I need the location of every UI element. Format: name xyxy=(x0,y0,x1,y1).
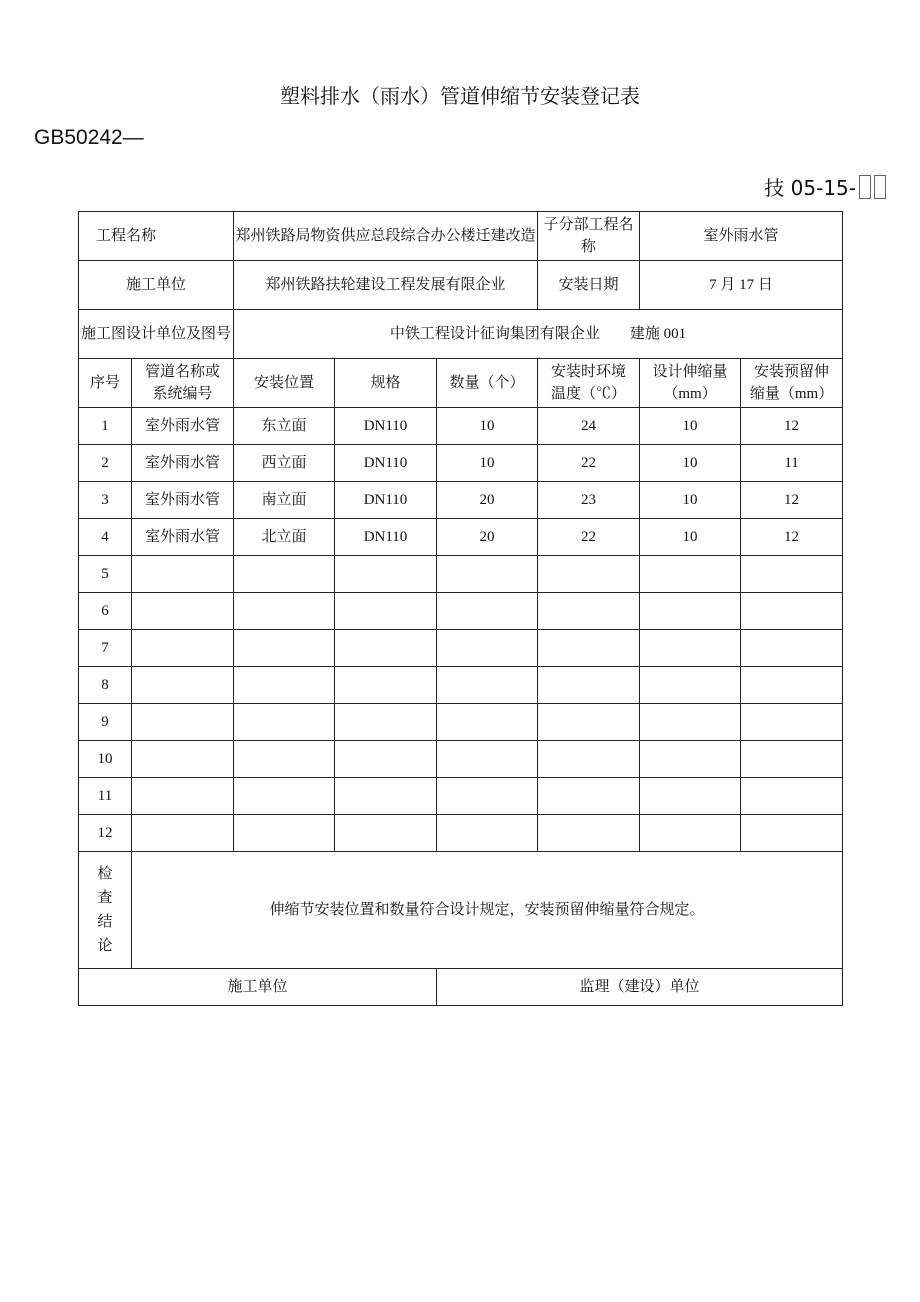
cell-reserved xyxy=(741,704,843,741)
cell-location xyxy=(234,741,335,778)
cell-temp xyxy=(538,704,640,741)
contractor-signature-label: 施工单位 xyxy=(79,969,437,1006)
col-header-spec: 规格 xyxy=(335,359,437,408)
table-row xyxy=(79,556,843,593)
col-header-pipe-name: 管道名称或 系统编号 xyxy=(132,359,234,408)
cell-location xyxy=(234,815,335,852)
col-header-reserved: 安装预留伸 缩量（mm） xyxy=(741,359,843,408)
cell-name xyxy=(132,667,234,704)
cell-reserved: 11 xyxy=(741,445,843,482)
cell-name xyxy=(132,778,234,815)
cell-spec: DN110 xyxy=(335,482,437,519)
cell-no: 9 xyxy=(79,704,132,741)
cell-qty xyxy=(437,593,538,630)
cell-location xyxy=(234,556,335,593)
cell-location xyxy=(234,630,335,667)
cell-design: 10 xyxy=(640,482,741,519)
cell-no: 12 xyxy=(79,815,132,852)
table-row xyxy=(79,815,843,852)
cell-qty xyxy=(437,556,538,593)
cell-design: 10 xyxy=(640,408,741,445)
cell-name xyxy=(132,741,234,778)
table-row xyxy=(79,593,843,630)
cell-reserved xyxy=(741,741,843,778)
cell-temp xyxy=(538,667,640,704)
cell-name: 室外雨水管 xyxy=(132,408,234,445)
cell-name xyxy=(132,630,234,667)
cell-qty xyxy=(437,778,538,815)
signature-row xyxy=(79,969,843,1006)
cell-qty: 10 xyxy=(437,408,538,445)
cell-reserved xyxy=(741,556,843,593)
cell-design xyxy=(640,741,741,778)
cell-location: 西立面 xyxy=(234,445,335,482)
col-header-qty: 数量（个） xyxy=(437,359,538,408)
cell-qty xyxy=(437,630,538,667)
cell-name xyxy=(132,815,234,852)
design-unit-value: 中铁工程设计征询集团有限企业 建施 001 xyxy=(234,310,843,359)
table-row xyxy=(79,482,843,519)
table-row xyxy=(79,778,843,815)
conclusion-row xyxy=(79,852,843,969)
cell-qty: 20 xyxy=(437,519,538,556)
cell-location: 东立面 xyxy=(234,408,335,445)
col-header-no: 序号 xyxy=(79,359,132,408)
cell-spec: DN110 xyxy=(335,519,437,556)
cell-qty xyxy=(437,815,538,852)
cell-design xyxy=(640,815,741,852)
col-header-location: 安装位置 xyxy=(234,359,335,408)
cell-name: 室外雨水管 xyxy=(132,482,234,519)
cell-temp: 22 xyxy=(538,445,640,482)
cell-no: 3 xyxy=(79,482,132,519)
cell-temp xyxy=(538,815,640,852)
cell-name xyxy=(132,593,234,630)
cell-temp xyxy=(538,593,640,630)
form-code-box-2 xyxy=(874,175,886,199)
install-date-value: 7 月 17 日 xyxy=(640,261,843,310)
cell-qty xyxy=(437,704,538,741)
sub-project-value: 室外雨水管 xyxy=(640,212,843,261)
table-row xyxy=(79,741,843,778)
cell-design xyxy=(640,778,741,815)
cell-qty xyxy=(437,667,538,704)
header-row-contractor xyxy=(79,261,843,310)
cell-location xyxy=(234,593,335,630)
cell-no: 11 xyxy=(79,778,132,815)
table-row xyxy=(79,667,843,704)
header-row-design xyxy=(79,310,843,359)
cell-location xyxy=(234,667,335,704)
cell-design xyxy=(640,630,741,667)
cell-name xyxy=(132,704,234,741)
cell-no: 10 xyxy=(79,741,132,778)
cell-qty xyxy=(437,741,538,778)
cell-no: 2 xyxy=(79,445,132,482)
cell-reserved xyxy=(741,593,843,630)
header-row-project xyxy=(79,212,843,261)
cell-name: 室外雨水管 xyxy=(132,445,234,482)
cell-name xyxy=(132,556,234,593)
table-row xyxy=(79,630,843,667)
form-code-box-1 xyxy=(859,175,871,199)
install-date-label: 安装日期 xyxy=(538,261,640,310)
cell-temp: 23 xyxy=(538,482,640,519)
cell-reserved xyxy=(741,778,843,815)
cell-design: 10 xyxy=(640,519,741,556)
cell-location xyxy=(234,704,335,741)
cell-reserved: 12 xyxy=(741,519,843,556)
document-title: 塑料排水（雨水）管道伸缩节安装登记表 xyxy=(280,84,640,108)
cell-spec xyxy=(335,556,437,593)
table-row xyxy=(79,408,843,445)
cell-no: 5 xyxy=(79,556,132,593)
form-code xyxy=(764,172,886,201)
cell-spec: DN110 xyxy=(335,445,437,482)
cell-design: 10 xyxy=(640,445,741,482)
form-code-text: 技 05-15- xyxy=(764,176,856,200)
cell-reserved xyxy=(741,667,843,704)
table-row xyxy=(79,704,843,741)
cell-no: 8 xyxy=(79,667,132,704)
cell-reserved xyxy=(741,630,843,667)
cell-reserved: 12 xyxy=(741,482,843,519)
project-name-value: 郑州铁路局物资供应总段综合办公楼迁建改造 xyxy=(234,212,538,261)
cell-spec xyxy=(335,667,437,704)
cell-spec: DN110 xyxy=(335,408,437,445)
conclusion-label: 检 查 结 论 xyxy=(79,852,132,969)
cell-design xyxy=(640,593,741,630)
table-row xyxy=(79,445,843,482)
cell-qty: 20 xyxy=(437,482,538,519)
cell-spec xyxy=(335,815,437,852)
cell-temp xyxy=(538,741,640,778)
cell-name: 室外雨水管 xyxy=(132,519,234,556)
cell-temp xyxy=(538,556,640,593)
cell-location: 南立面 xyxy=(234,482,335,519)
cell-spec xyxy=(335,630,437,667)
cell-location: 北立面 xyxy=(234,519,335,556)
cell-temp: 24 xyxy=(538,408,640,445)
cell-design xyxy=(640,556,741,593)
column-header-row xyxy=(79,359,843,408)
cell-no: 6 xyxy=(79,593,132,630)
sub-project-label: 子分部工程名称 xyxy=(538,212,640,261)
cell-spec xyxy=(335,704,437,741)
contractor-label: 施工单位 xyxy=(79,261,234,310)
cell-spec xyxy=(335,778,437,815)
cell-reserved: 12 xyxy=(741,408,843,445)
table-row xyxy=(79,519,843,556)
project-name-label: 工程名称 xyxy=(79,212,234,261)
contractor-value: 郑州铁路扶轮建设工程发展有限企业 xyxy=(234,261,538,310)
cell-design xyxy=(640,704,741,741)
standard-code: GB50242— xyxy=(34,126,144,149)
cell-spec xyxy=(335,741,437,778)
cell-reserved xyxy=(741,815,843,852)
cell-temp xyxy=(538,778,640,815)
col-header-design: 设计伸缩量 （mm） xyxy=(640,359,741,408)
conclusion-text: 伸缩节安装位置和数量符合设计规定，安装预留伸缩量符合规定。 xyxy=(132,852,843,969)
cell-temp xyxy=(538,630,640,667)
cell-no: 7 xyxy=(79,630,132,667)
design-unit-label: 施工图设计单位及图号 xyxy=(79,310,234,359)
cell-temp: 22 xyxy=(538,519,640,556)
cell-location xyxy=(234,778,335,815)
registration-table xyxy=(78,211,843,1006)
cell-no: 1 xyxy=(79,408,132,445)
cell-design xyxy=(640,667,741,704)
cell-qty: 10 xyxy=(437,445,538,482)
cell-spec xyxy=(335,593,437,630)
supervisor-signature-label: 监理（建设）单位 xyxy=(437,969,843,1006)
cell-no: 4 xyxy=(79,519,132,556)
col-header-temp: 安装时环境 温度（℃） xyxy=(538,359,640,408)
